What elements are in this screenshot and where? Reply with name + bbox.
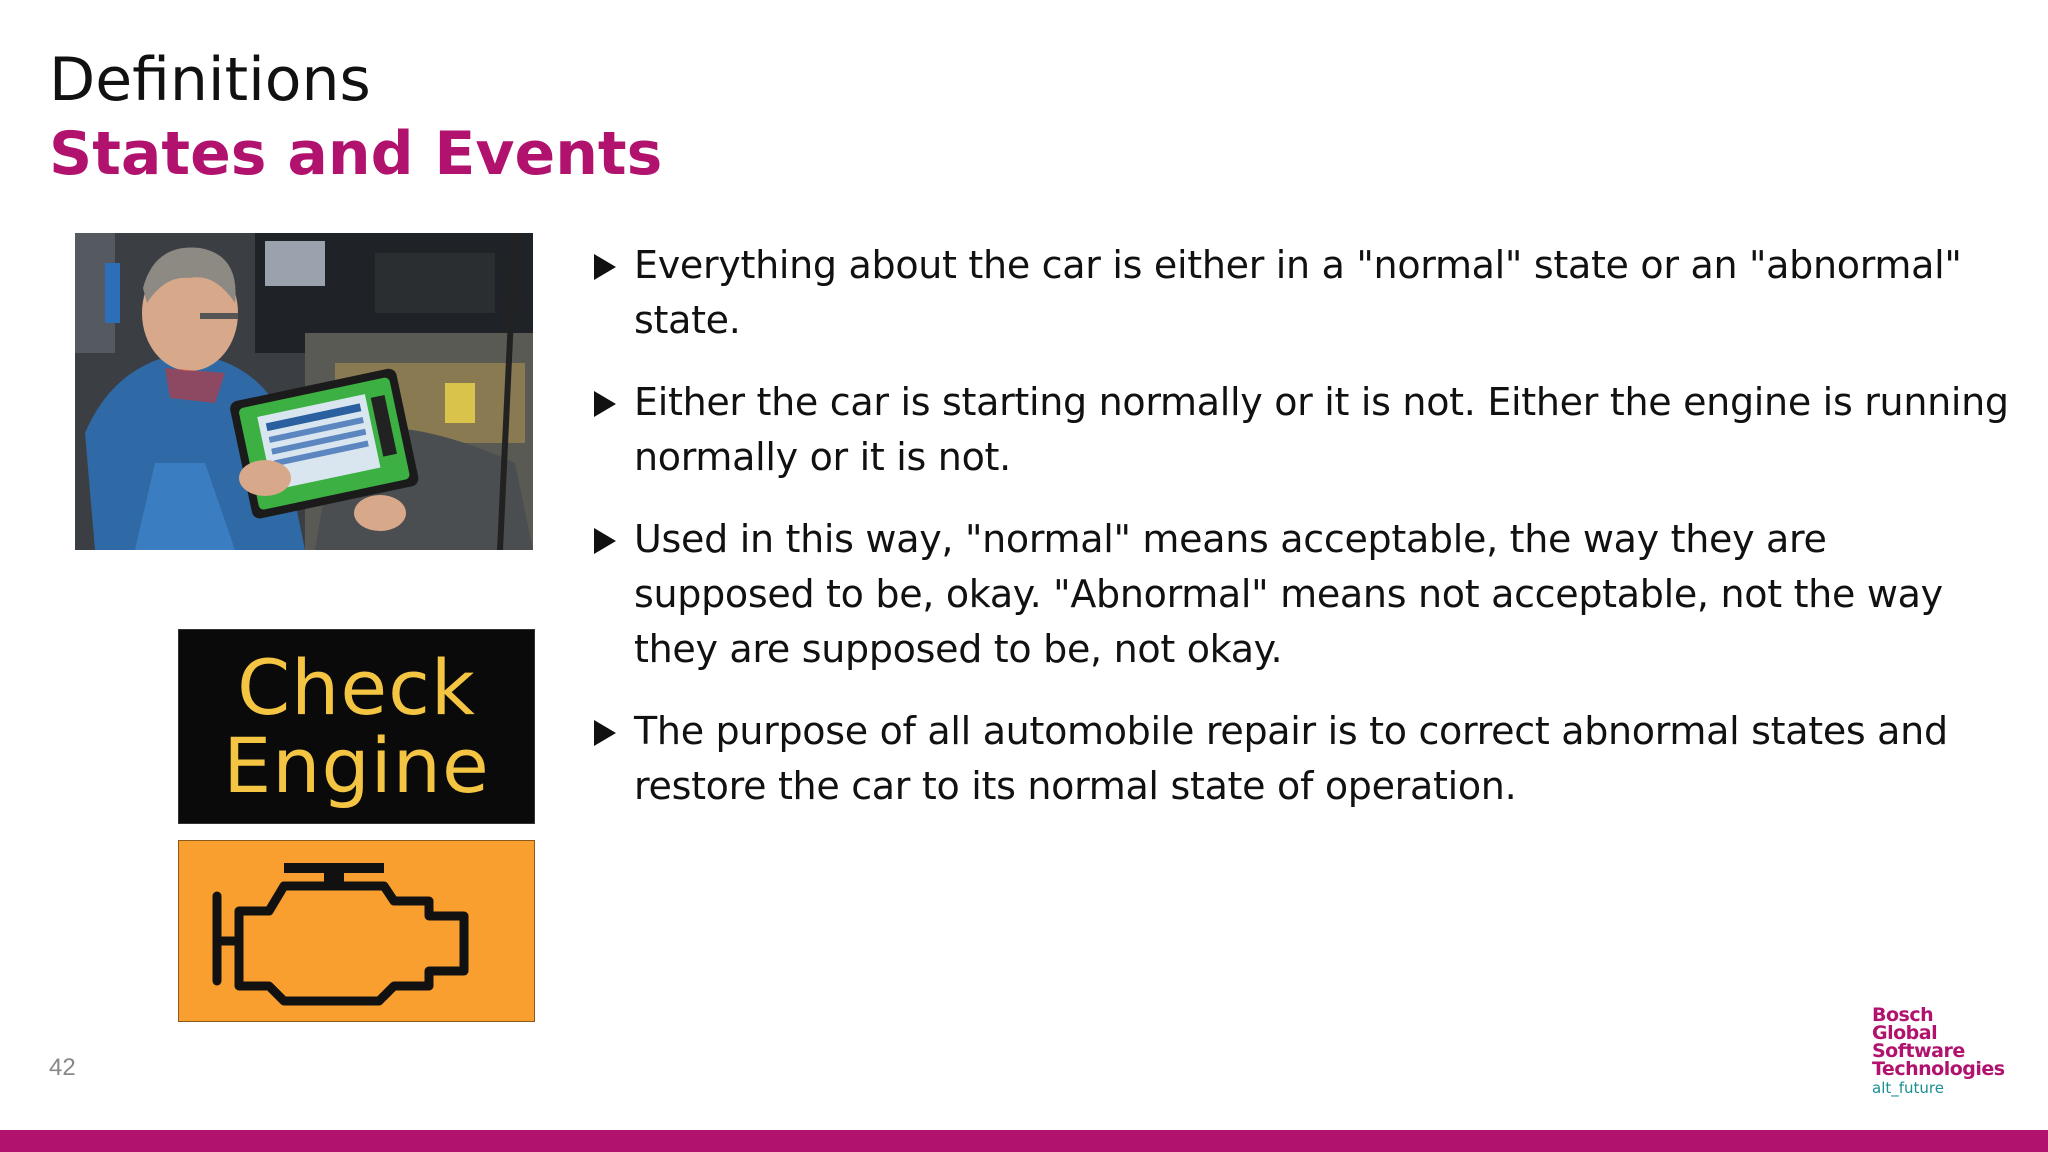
bullet-triangle-icon (594, 720, 616, 746)
engine-warning-icon (178, 840, 535, 1022)
bullet-item (594, 512, 2014, 677)
bullet-triangle-icon (594, 391, 616, 417)
bullet-text: The purpose of all automobile repair is to correct abnormal states and restore the car to its normal state of operation. (634, 709, 1948, 808)
logo-line: Software (1872, 1040, 1965, 1062)
bullet-item (594, 704, 2014, 814)
page-number: 42 (49, 1054, 76, 1081)
bullet-triangle-icon (594, 254, 616, 280)
footer-accent-bar (0, 1130, 2048, 1152)
check-engine-line1: Check (237, 642, 476, 732)
check-engine-warning-image (178, 629, 535, 824)
bullet-text: Everything about the car is either in a "normal" state or an "abnormal" state. (634, 243, 1962, 342)
company-logo (1872, 1006, 2005, 1098)
mechanic-photo (75, 233, 533, 550)
bullet-item (594, 375, 2014, 485)
bullet-triangle-icon (594, 528, 616, 554)
logo-tagline: alt_future (1872, 1079, 1944, 1097)
check-engine-line2: Engine (223, 720, 490, 810)
bullet-list (594, 238, 2014, 841)
bullet-item (594, 238, 2014, 348)
bullet-text: Used in this way, "normal" means acceptable, the way they are supposed to be, okay. "Abnormal" means not acceptable, not the way they are supposed to be, not okay. (634, 517, 1943, 671)
logo-line: Global (1872, 1022, 1938, 1044)
logo-line: Bosch (1872, 1004, 1934, 1026)
slide-title: Definitions (49, 45, 371, 115)
logo-line: Technologies (1872, 1058, 2005, 1080)
bullet-text: Either the car is starting normally or it is not. Either the engine is running normally or it is not. (634, 380, 2009, 479)
slide-subtitle: States and Events (49, 119, 663, 189)
